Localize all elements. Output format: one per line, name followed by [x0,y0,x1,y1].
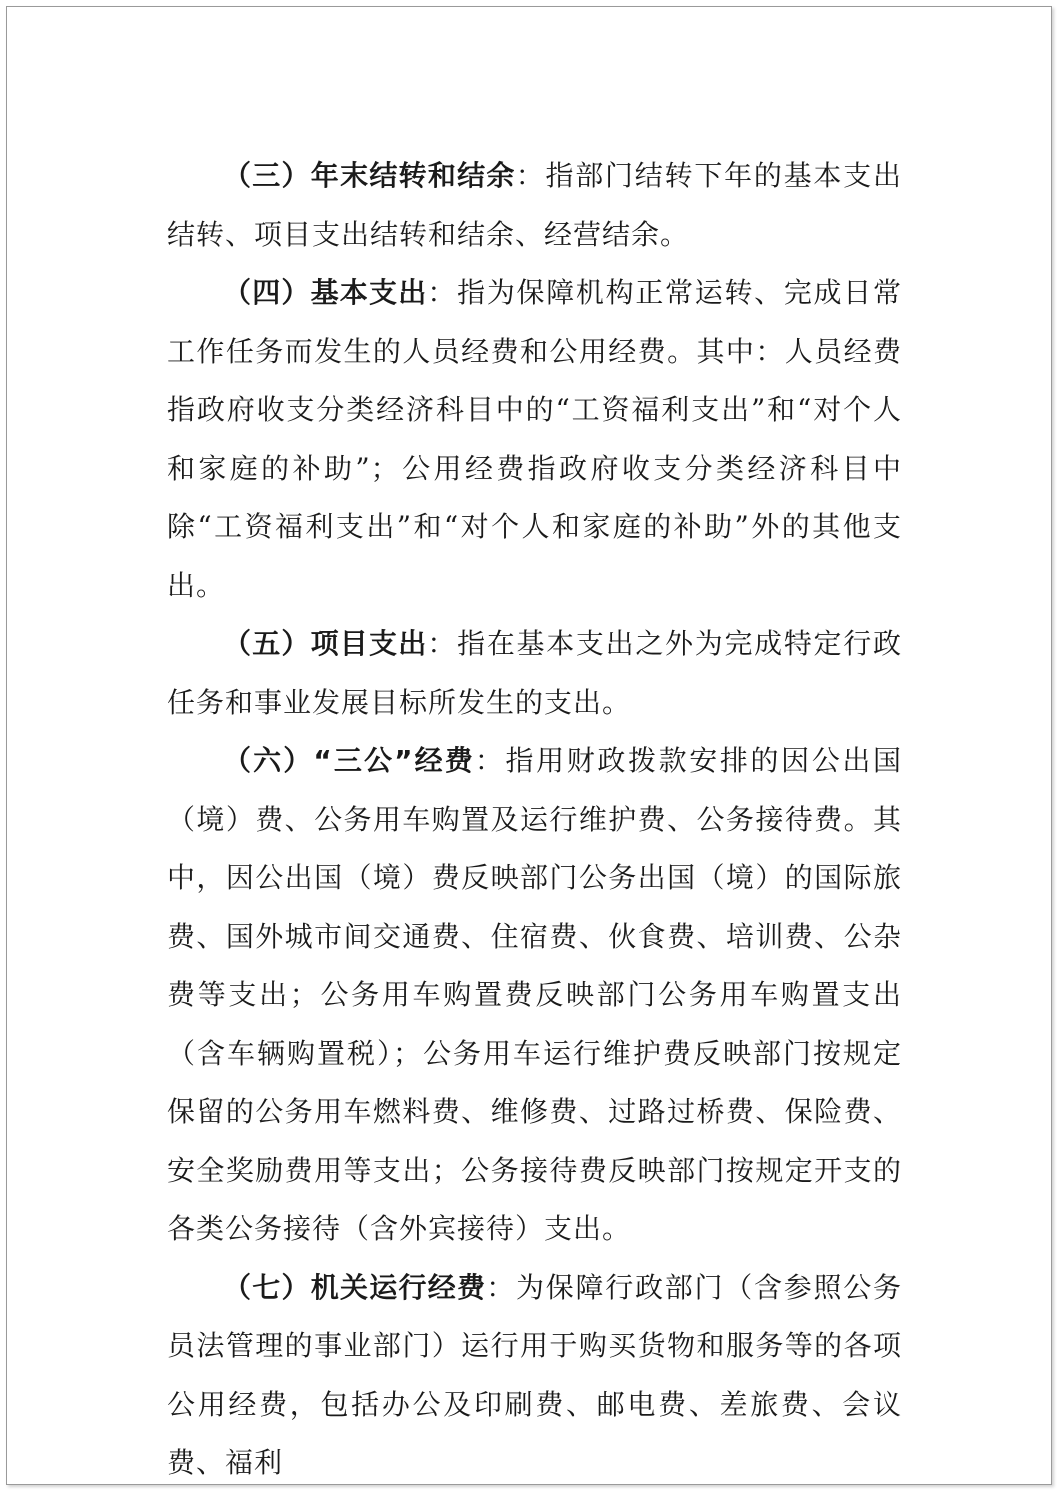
paragraph-text: 指部门结转下年的基本支出结转、项目支出结转和结余、经营结余。 [167,159,902,251]
heading-separator: ： [486,1270,516,1304]
paragraph-heading: （四）基本支出 [223,276,428,309]
paragraph-agency-operating-expenses [167,1259,902,1493]
paragraph-heading: （六）“三公”经费 [223,744,475,777]
document-body [167,147,902,1493]
paragraph-heading: （七）机关运行经费 [223,1270,487,1304]
paragraph-text: 指为保障机构正常运转、完成日常工作任务而发生的人员经费和公用经费。其中：人员经费指政府收支分类经济科目中的“工资福利支出”和“对个人和家庭的补助”；公用经费指政府收支分类经济科目中除“工资福利支出”和“对个人和家庭的补助”外的其他支出。 [167,276,902,602]
heading-separator: ： [427,627,458,660]
paragraph-basic-expenditure [167,264,902,615]
paragraph-three-public-expenses [167,732,902,1259]
paragraph-year-end-carryover [167,147,902,264]
heading-separator: ： [427,276,458,309]
heading-separator: ： [515,159,546,192]
document-page [6,6,1052,1485]
paragraph-heading: （三）年末结转和结余 [223,159,516,192]
paragraph-text: 指用财政拨款安排的因公出国（境）费、公务用车购置及运行维护费、公务接待费。其中，因公出国（境）费反映部门公务出国（境）的国际旅费、国外城市间交通费、住宿费、伙食费、培训费、公杂费等支出；公务用车购置费反映部门公务用车购置支出（含车辆购置税）；公务用车运行维护费反映部门按规定保留的公务用车燃料费、维修费、过路过桥费、保险费、安全奖励费用等支出；公务接待费反映部门按规定开支的各类公务接待（含外宾接待）支出。 [167,744,902,1245]
paragraph-text: 指在基本支出之外为完成特定行政任务和事业发展目标所发生的支出。 [167,627,902,719]
paragraph-text: 为保障行政部门（含参照公务员法管理的事业部门）运行用于购买货物和服务等的各项公用经费，包括办公及印刷费、邮电费、差旅费、会议费、福利 [167,1270,902,1479]
paragraph-project-expenditure [167,615,902,732]
heading-separator: ： [474,744,506,777]
paragraph-heading: （五）项目支出 [223,627,428,660]
